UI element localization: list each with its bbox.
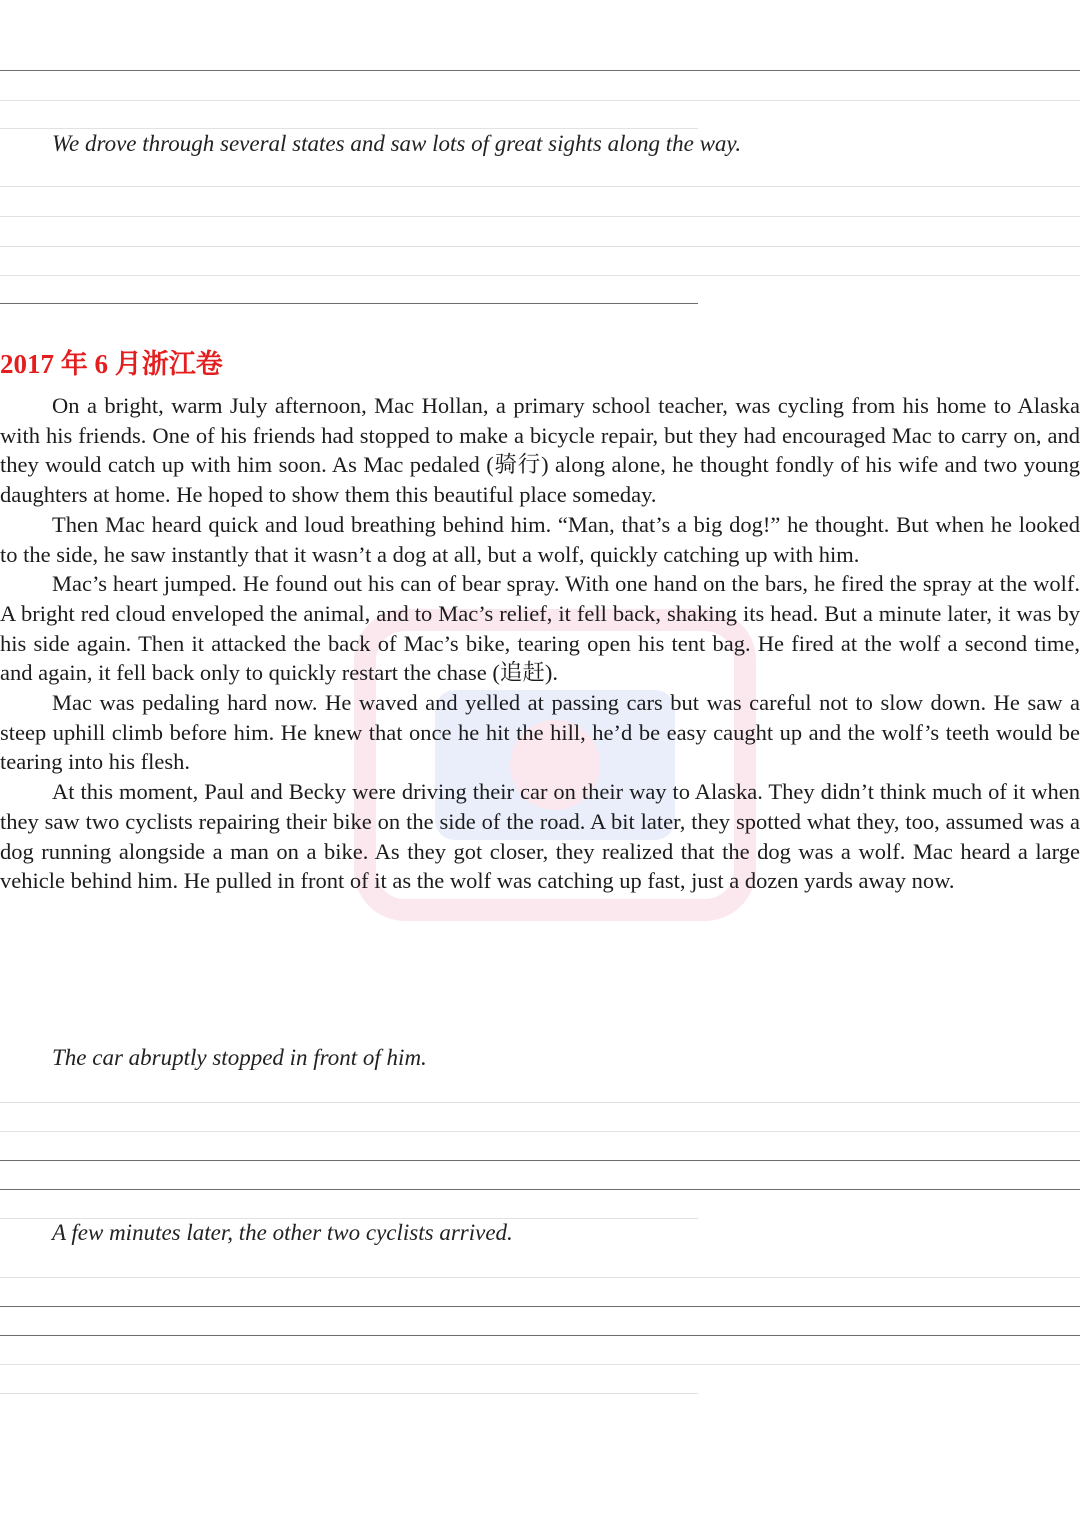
writing-line bbox=[0, 303, 698, 304]
writing-line bbox=[0, 216, 1080, 217]
passage-paragraph: On a bright, warm July afternoon, Mac Hollan, a primary school teacher, was cycling from his home to Alaska with his friends. One of his friends had stopped to make a bicycle repair, but they had encouraged Mac to carry on, and they would catch up with him soon. As Mac pedaled (骑行) along alone, he thought fondly of his wife and two young daughters at home. He hoped to show them this beautiful place someday. bbox=[0, 393, 1080, 508]
continuation-prompt-1: The car abruptly stopped in front of him. bbox=[52, 1045, 427, 1070]
writing-line bbox=[0, 1131, 1080, 1132]
writing-line bbox=[0, 1335, 1080, 1336]
passage-paragraph: Then Mac heard quick and loud breathing behind him. “Man, that’s a big dog!” he thought. But when he looked to the side, he saw instantly that it wasn’t a dog at all, but a wolf, quickly catching up with him. bbox=[0, 511, 1080, 567]
passage bbox=[0, 391, 1080, 896]
passage-paragraph: Mac was pedaling hard now. He waved and yelled at passing cars but was careful not to slow down. He saw a steep uphill climb before him. He knew that once he hit the hill, he’d be easy caught up and the wolf’s teeth would be tearing into his flesh. bbox=[0, 690, 1080, 775]
writing-line bbox=[0, 1393, 698, 1394]
writing-line bbox=[0, 246, 1080, 247]
writing-line bbox=[0, 1277, 1080, 1278]
writing-line bbox=[0, 186, 1080, 187]
writing-line bbox=[0, 1160, 1080, 1161]
passage-paragraph: At this moment, Paul and Becky were driving their car on their way to Alaska. They didn’t think much of it when they saw two cyclists repairing their bike on the side of the road. A bit later, they spotted what they, too, assumed was a dog running alongside a man on a bike. As they got closer, they realized that the dog was a wolf. Mac heard a large vehicle behind him. He pulled in front of it as the wolf was catching up fast, just a dozen yards away now. bbox=[0, 779, 1080, 894]
writing-line bbox=[0, 1364, 1080, 1365]
writing-line bbox=[0, 1189, 1080, 1190]
section-heading: 2017 年 6 月浙江卷 bbox=[0, 349, 223, 379]
passage-paragraph: Mac’s heart jumped. He found out his can of bear spray. With one hand on the bars, he fired the spray at the wolf. A bright red cloud enveloped the animal, and to Mac’s relief, it fell back, shaking its head. But a minute later, it was by his side again. Then it attacked the back of Mac’s bike, tearing open his tent bag. He fired at the wolf a second time, and again, it fell back only to quickly restart the chase (追赶). bbox=[0, 571, 1080, 686]
writing-line bbox=[0, 1306, 1080, 1307]
writing-line bbox=[0, 128, 698, 129]
writing-line bbox=[0, 70, 1080, 71]
writing-line bbox=[0, 275, 1080, 276]
writing-line bbox=[0, 1218, 698, 1219]
prompt-sentence-top: We drove through several states and saw lots of great sights along the way. bbox=[52, 131, 742, 156]
continuation-prompt-2: A few minutes later, the other two cyclists arrived. bbox=[52, 1220, 513, 1245]
writing-line bbox=[0, 100, 1080, 101]
writing-line bbox=[0, 1102, 1080, 1103]
